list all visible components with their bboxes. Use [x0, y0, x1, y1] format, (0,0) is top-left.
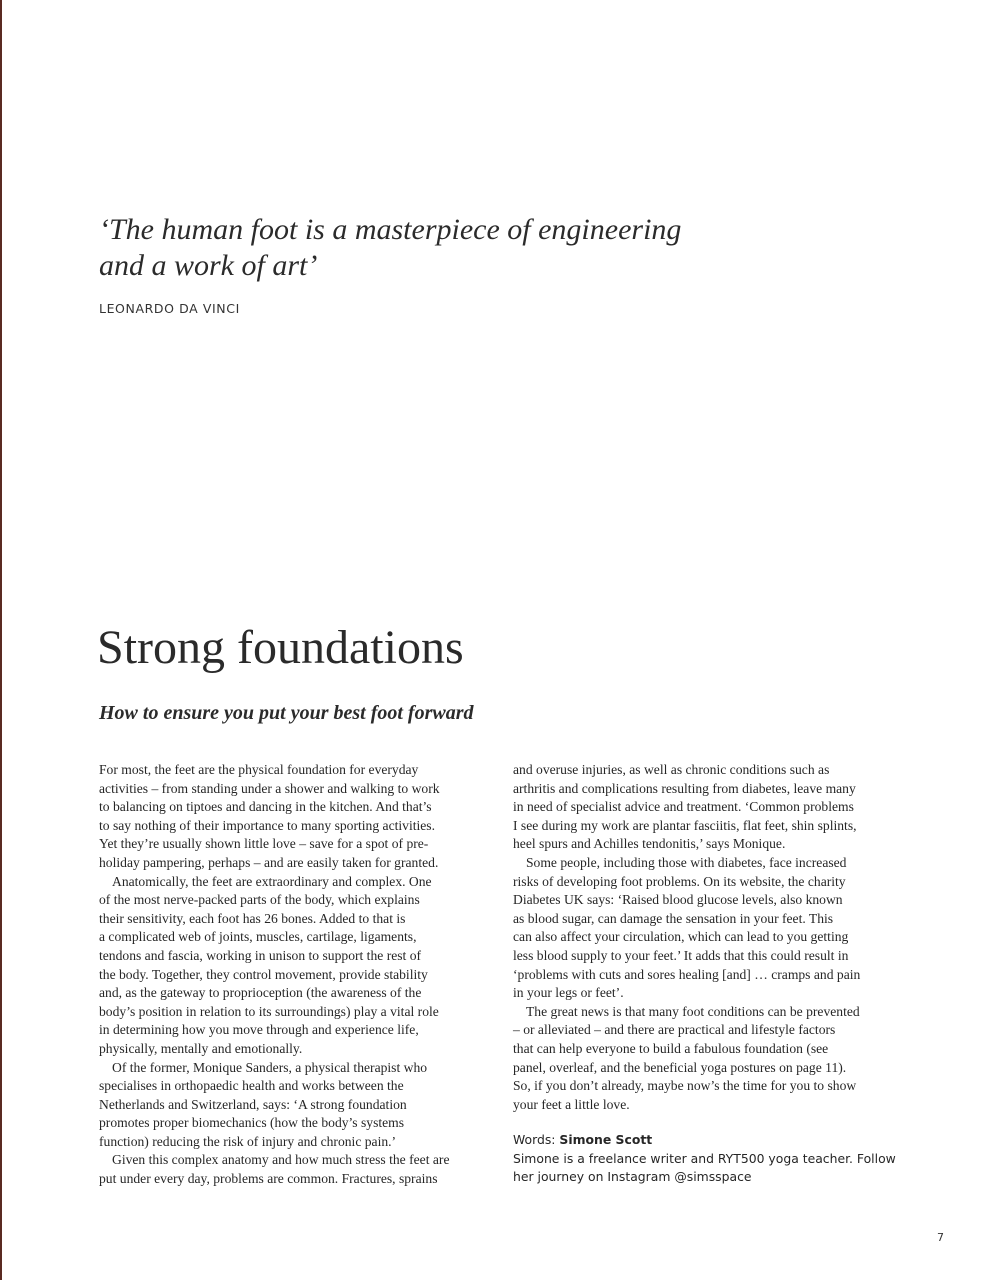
body-line: their sensitivity, each foot has 26 bones. Added to that is — [99, 910, 406, 926]
credit-author: Simone Scott — [559, 1132, 653, 1148]
body-line: arthritis and complications resulting from diabetes, leave many — [513, 780, 856, 796]
body-line: ‘problems with cuts and sores healing [and] … cramps and pain — [513, 966, 861, 982]
article-title: Strong foundations — [97, 621, 464, 674]
page-edge — [0, 0, 2, 1280]
body-line: in need of specialist advice and treatment. ‘Common problems — [513, 799, 854, 815]
credit-byline — [513, 1131, 913, 1150]
body-line: to balancing on tiptoes and dancing in the kitchen. And that’s — [99, 799, 432, 815]
body-line: Yet they’re usually shown little love – save for a spot of pre- — [99, 836, 429, 852]
body-line: For most, the feet are the physical foundation for everyday — [99, 762, 419, 777]
body-line: tendons and fascia, working in unison to support the rest of — [99, 947, 422, 963]
body-line: Some people, including those with diabetes, face increased — [526, 854, 847, 870]
body-line: to say nothing of their importance to many sporting activities. — [99, 817, 436, 833]
credit-bio-line: Simone is a freelance writer and RYT500 yoga teacher. Follow — [513, 1150, 896, 1166]
body-line: Anatomically, the feet are extraordinary and complex. One — [112, 873, 432, 889]
body-line: in your legs or feet’. — [513, 985, 624, 1001]
body-line: Netherlands and Switzerland, says: ‘A strong foundation — [99, 1096, 407, 1112]
article-subtitle: How to ensure you put your best foot forward — [99, 702, 474, 724]
quote-attribution: LEONARDO DA VINCI — [99, 301, 240, 316]
body-column-right — [513, 761, 913, 1187]
body-line: function) reducing the risk of injury and chronic pain.’ — [99, 1133, 397, 1149]
body-column-left — [99, 761, 499, 1189]
body-line: less blood supply to your feet.’ It adds that this could result in — [513, 947, 849, 963]
body-line: put under every day, problems are common. Fractures, sprains — [99, 1171, 438, 1187]
body-line: I see during my work are plantar fasciitis, flat feet, shin splints, — [513, 817, 857, 833]
body-line: the body. Together, they control movement, provide stability — [99, 966, 428, 982]
body-line: your feet a little love. — [513, 1096, 630, 1112]
body-line: a complicated web of joints, muscles, cartilage, ligaments, — [99, 929, 417, 945]
body-line: Diabetes UK says: ‘Raised blood glucose levels, also known — [513, 892, 843, 908]
pull-quote — [99, 212, 682, 284]
body-line: physically, mentally and emotionally. — [99, 1040, 303, 1056]
body-line: – or alleviated – and there are practical and lifestyle factors — [513, 1022, 836, 1038]
body-line: promotes proper biomechanics (how the body’s systems — [99, 1115, 405, 1131]
body-line: activities – from standing under a shower and walking to work — [99, 780, 440, 796]
body-line: and, as the gateway to proprioception (the awareness of the — [99, 985, 422, 1001]
body-line: that can help everyone to build a fabulous foundation (see — [513, 1040, 829, 1056]
body-line: heel spurs and Achilles tendonitis,’ says Monique. — [513, 836, 786, 852]
credit-label: Words: — [513, 1132, 560, 1148]
author-credit — [513, 1131, 913, 1187]
body-line: of the most nerve-packed parts of the body, which explains — [99, 892, 420, 908]
body-line: risks of developing foot problems. On its website, the charity — [513, 873, 846, 889]
body-line: specialises in orthopaedic health and works between the — [99, 1078, 404, 1094]
body-line: in determining how you move through and experience life, — [99, 1022, 419, 1038]
body-line: can also affect your circulation, which can lead to you getting — [513, 929, 849, 945]
body-line: body’s position in relation to its surroundings) play a vital role — [99, 1003, 439, 1019]
body-line: The great news is that many foot conditions can be prevented — [526, 1003, 860, 1019]
page-number: 7 — [937, 1231, 944, 1244]
body-line: as blood sugar, can damage the sensation in your feet. This — [513, 910, 834, 926]
credit-bio-line: her journey on Instagram @simsspace — [513, 1169, 752, 1185]
body-line: So, if you don’t already, maybe now’s the time for you to show — [513, 1078, 857, 1094]
quote-line: ‘The human foot is a masterpiece of engineering — [99, 213, 682, 246]
body-line: Given this complex anatomy and how much stress the feet are — [112, 1152, 450, 1168]
body-line: panel, overleaf, and the beneficial yoga postures on page 11). — [513, 1059, 847, 1075]
body-line: holiday pampering, perhaps – and are easily taken for granted. — [99, 854, 439, 870]
body-line: and overuse injuries, as well as chronic conditions such as — [513, 762, 830, 777]
quote-line: and a work of art’ — [99, 249, 318, 282]
body-line: Of the former, Monique Sanders, a physical therapist who — [112, 1059, 428, 1075]
